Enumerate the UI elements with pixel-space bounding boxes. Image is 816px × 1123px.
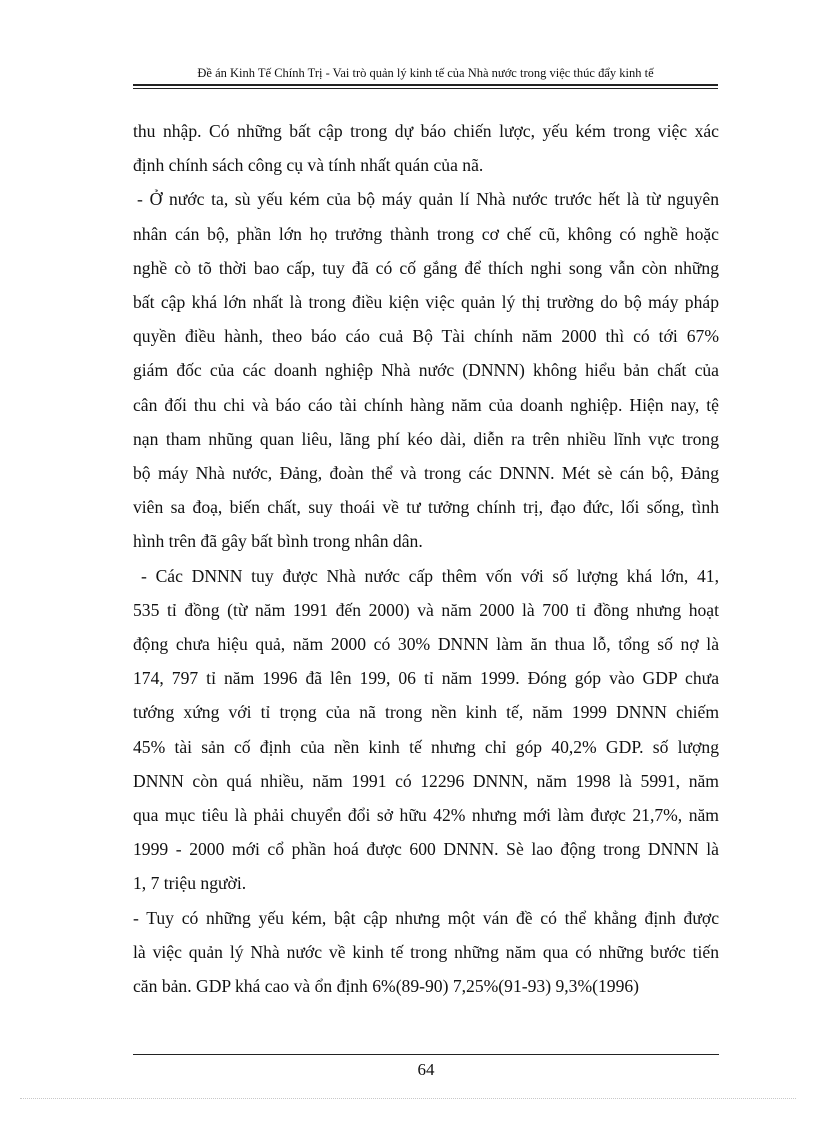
text-line: quyền điều hành, theo báo cáo cuả Bộ Tài chính năm 2000 thì có tới 67% xyxy=(133,326,719,347)
paragraph-3 xyxy=(133,559,719,901)
paragraph-4 xyxy=(133,901,719,1004)
body-text xyxy=(133,114,719,1003)
text-line: giám đốc của các doanh nghiệp Nhà nước (DNNN) không hiểu bản chất của xyxy=(133,360,719,381)
text-line: viên sa đoạ, biến chất, suy thoái về tư tưởng chính trị, đạo đức, lối sống, tình xyxy=(133,497,719,518)
text-line: nhân cán bộ, phần lớn họ trưởng thành trong cơ chế cũ, không có nghề hoặc xyxy=(133,223,719,244)
page-number: 64 xyxy=(417,1060,435,1079)
text-line: 535 tỉ đồng (từ năm 1991 đến 2000) và năm 2000 là 700 tỉ đồng nhưng hoạt xyxy=(133,599,719,620)
text-line: - Ở nước ta, sù yếu kém của bộ máy quản lí Nhà nước trước hết là từ nguyên xyxy=(137,189,719,210)
running-header: Đề án Kinh Tế Chính Trị - Vai trò quản lý kinh tế của Nhà nước trong việc thúc đẩy kinh tế xyxy=(197,66,654,80)
text-line: qua mục tiêu là phải chuyển đổi sở hữu 42% nhưng mới làm được 21,7%, năm xyxy=(133,805,719,826)
text-line: thu nhập. Có những bất cập trong dự báo chiến lược, yếu kém trong việc xác xyxy=(133,121,719,141)
text-line: 1, 7 triệu người. xyxy=(133,873,247,894)
text-line: là việc quản lý Nhà nước về kinh tế trong những năm qua có những bước tiến xyxy=(133,941,719,962)
text-line: - Các DNNN tuy được Nhà nước cấp thêm vốn với số lượng khá lớn, 41, xyxy=(141,565,719,586)
text-line: 45% tài sản cố định của nền kinh tế nhưng chỉ góp 40,2% GDP. số lượng xyxy=(133,736,719,757)
header-rule-thin xyxy=(133,88,718,89)
paragraph-1 xyxy=(133,114,719,182)
text-line: định chính sách công cụ và tính nhất quán của nã. xyxy=(133,155,484,176)
text-line: động chưa hiệu quả, năm 2000 có 30% DNNN làm ăn thua lỗ, tổng số nợ là xyxy=(133,634,719,655)
page-edge-dotted-line xyxy=(20,1098,796,1099)
text-line: 174, 797 tỉ năm 1996 đã lên 199, 06 tỉ năm 1999. Đóng góp vào GDP chưa xyxy=(133,668,719,689)
text-line: bộ máy Nhà nước, Đảng, đoàn thể và trong các DNNN. Mét sè cán bộ, Đảng xyxy=(133,463,719,484)
footer-rule xyxy=(133,1054,719,1055)
text-line: DNNN còn quá nhiều, năm 1991 có 12296 DNNN, năm 1998 là 5991, năm xyxy=(133,770,719,791)
text-line: nạn tham nhũng quan liêu, lãng phí kéo dài, diễn ra trên nhiều lĩnh vực trong xyxy=(133,428,719,449)
text-line: bất cập khá lớn nhất là trong điều kiện việc quản lý thị trường do bộ máy pháp xyxy=(133,292,719,313)
text-line: căn bản. GDP khá cao và ổn định 6%(89-90) 7,25%(91-93) 9,3%(1996) xyxy=(133,976,640,997)
paragraph-2 xyxy=(133,182,719,558)
text-line: tướng xứng với tỉ trọng của nã trong nền kinh tế, năm 1999 DNNN chiếm xyxy=(133,702,719,723)
text-line: - Tuy có những yếu kém, bật cập nhưng một ván đề có thể khẳng định được xyxy=(133,907,719,928)
text-line: 1999 - 2000 mới cổ phần hoá được 600 DNNN. Sè lao động trong DNNN là xyxy=(133,839,719,860)
text-line: cân đối thu chi và báo cáo tài chính hàng năm của doanh nghiệp. Hiện nay, tệ xyxy=(133,394,719,415)
text-line: hình trên đã gây bất bình trong nhân dân. xyxy=(133,531,423,552)
text-line: nghề cò tõ thời bao cấp, tuy đã có cố gắng để thích nghi song vẫn còn những xyxy=(133,257,719,278)
header-rule-thick xyxy=(133,84,718,86)
